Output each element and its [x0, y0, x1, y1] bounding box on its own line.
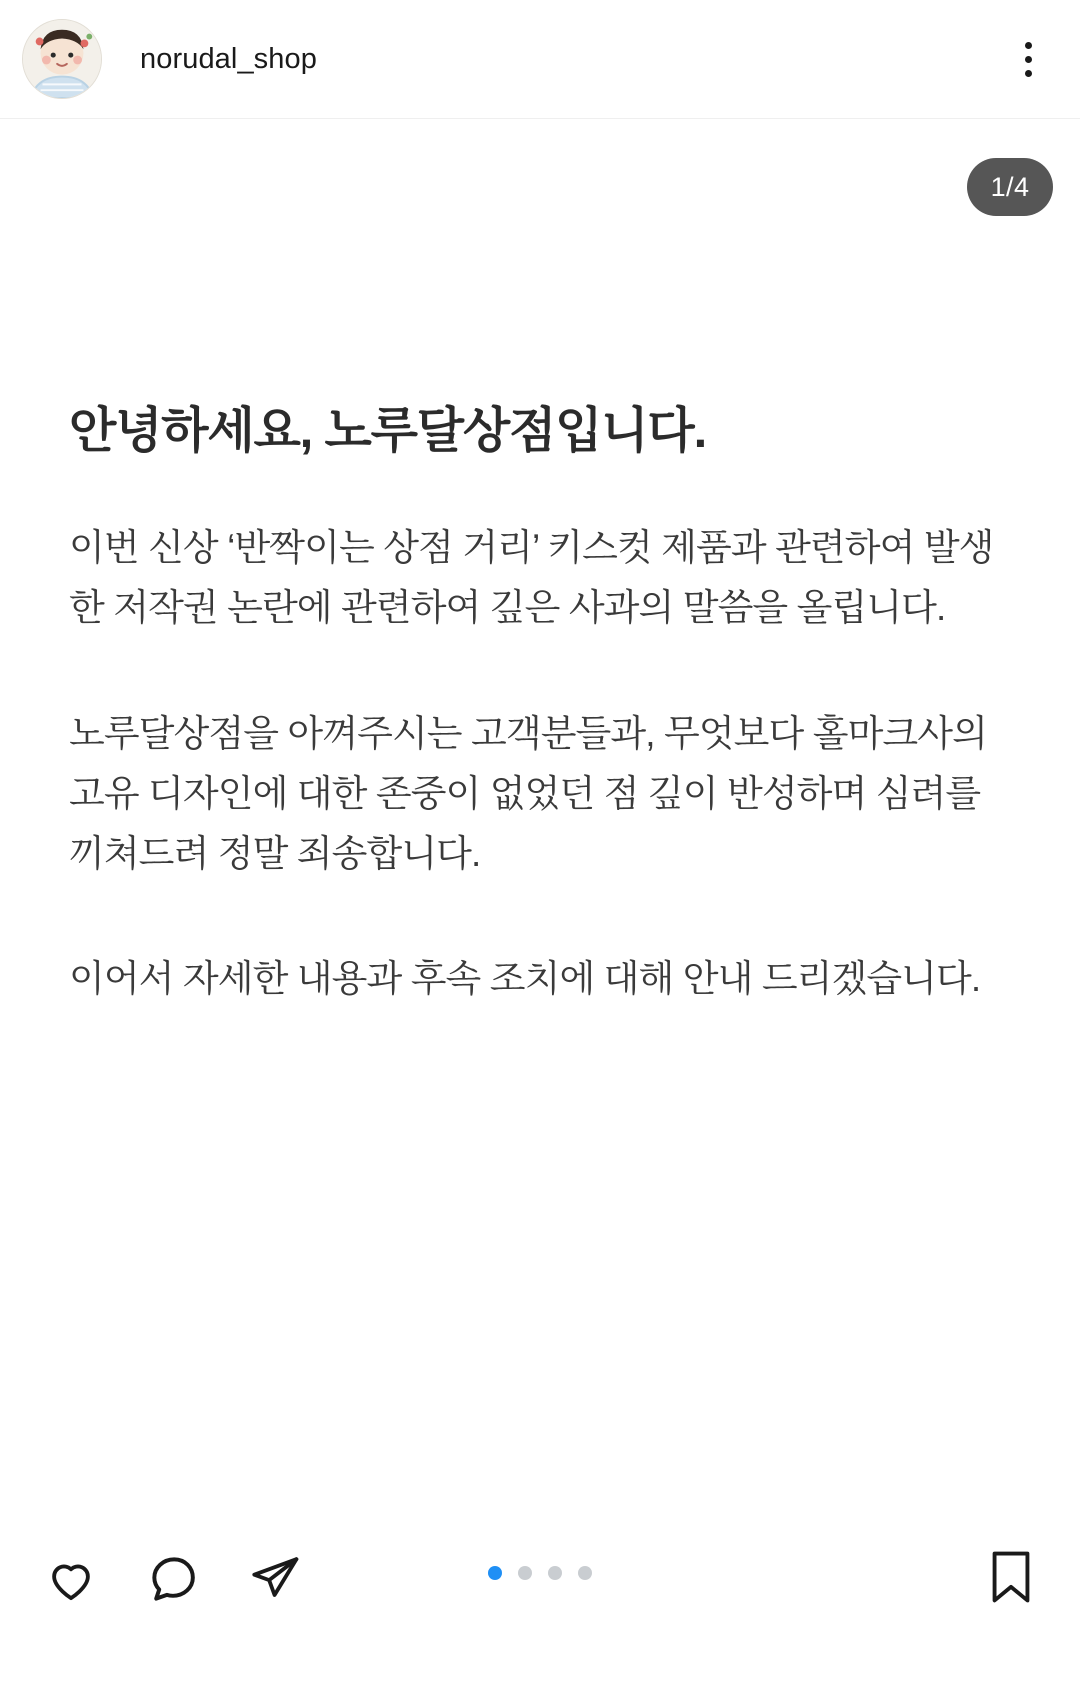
- like-button[interactable]: [40, 1548, 102, 1610]
- save-button[interactable]: [980, 1546, 1042, 1608]
- action-buttons-group: [40, 1548, 306, 1610]
- slide-paragraph-2: 노루달상점을 아껴주시는 고객분들과, 무엇보다 홀마크사의 고유 디자인에 대한 존중이 없었던 점 깊이 반성하며 심려를 끼쳐드려 정말 죄송합니다.: [69, 712, 987, 874]
- carousel-dots: [488, 1566, 592, 1580]
- avatar[interactable]: [22, 19, 102, 99]
- post-header: [0, 0, 1080, 119]
- share-paper-plane-icon: [246, 1552, 304, 1606]
- comment-bubble-icon: [145, 1551, 201, 1607]
- slide-paragraph-3: 이어서 자세한 내용과 후속 조치에 대해 안내 드리겠습니다.: [69, 958, 981, 1000]
- carousel-dot-1[interactable]: [488, 1566, 502, 1580]
- dot: [1025, 70, 1032, 77]
- slide-title: 안녕하세요, 노루달상점입니다.: [69, 404, 706, 458]
- carousel-counter: 1/4: [967, 158, 1053, 216]
- carousel-dot-2[interactable]: [518, 1566, 532, 1580]
- slide-paragraph-1: 이번 신상 ‘반짝이는 상점 거리’ 키스컷 제품과 관련하여 발생한 저작권 논란에 관련하여 깊은 사과의 말씀을 올립니다.: [69, 526, 994, 628]
- more-options-icon[interactable]: [1006, 31, 1050, 87]
- account-username[interactable]: norudal_shop: [140, 42, 317, 75]
- share-button[interactable]: [244, 1548, 306, 1610]
- bookmark-icon: [986, 1548, 1036, 1606]
- dot: [1025, 42, 1032, 49]
- post-action-bar: [0, 1488, 1080, 1687]
- dot: [1025, 56, 1032, 63]
- carousel-media[interactable]: [0, 119, 1080, 1488]
- carousel-dot-4[interactable]: [578, 1566, 592, 1580]
- comment-button[interactable]: [142, 1548, 204, 1610]
- heart-icon: [42, 1552, 100, 1606]
- carousel-dot-3[interactable]: [548, 1566, 562, 1580]
- slide-text-content: [0, 119, 1080, 1009]
- profile-illustration-avatar: [23, 20, 101, 98]
